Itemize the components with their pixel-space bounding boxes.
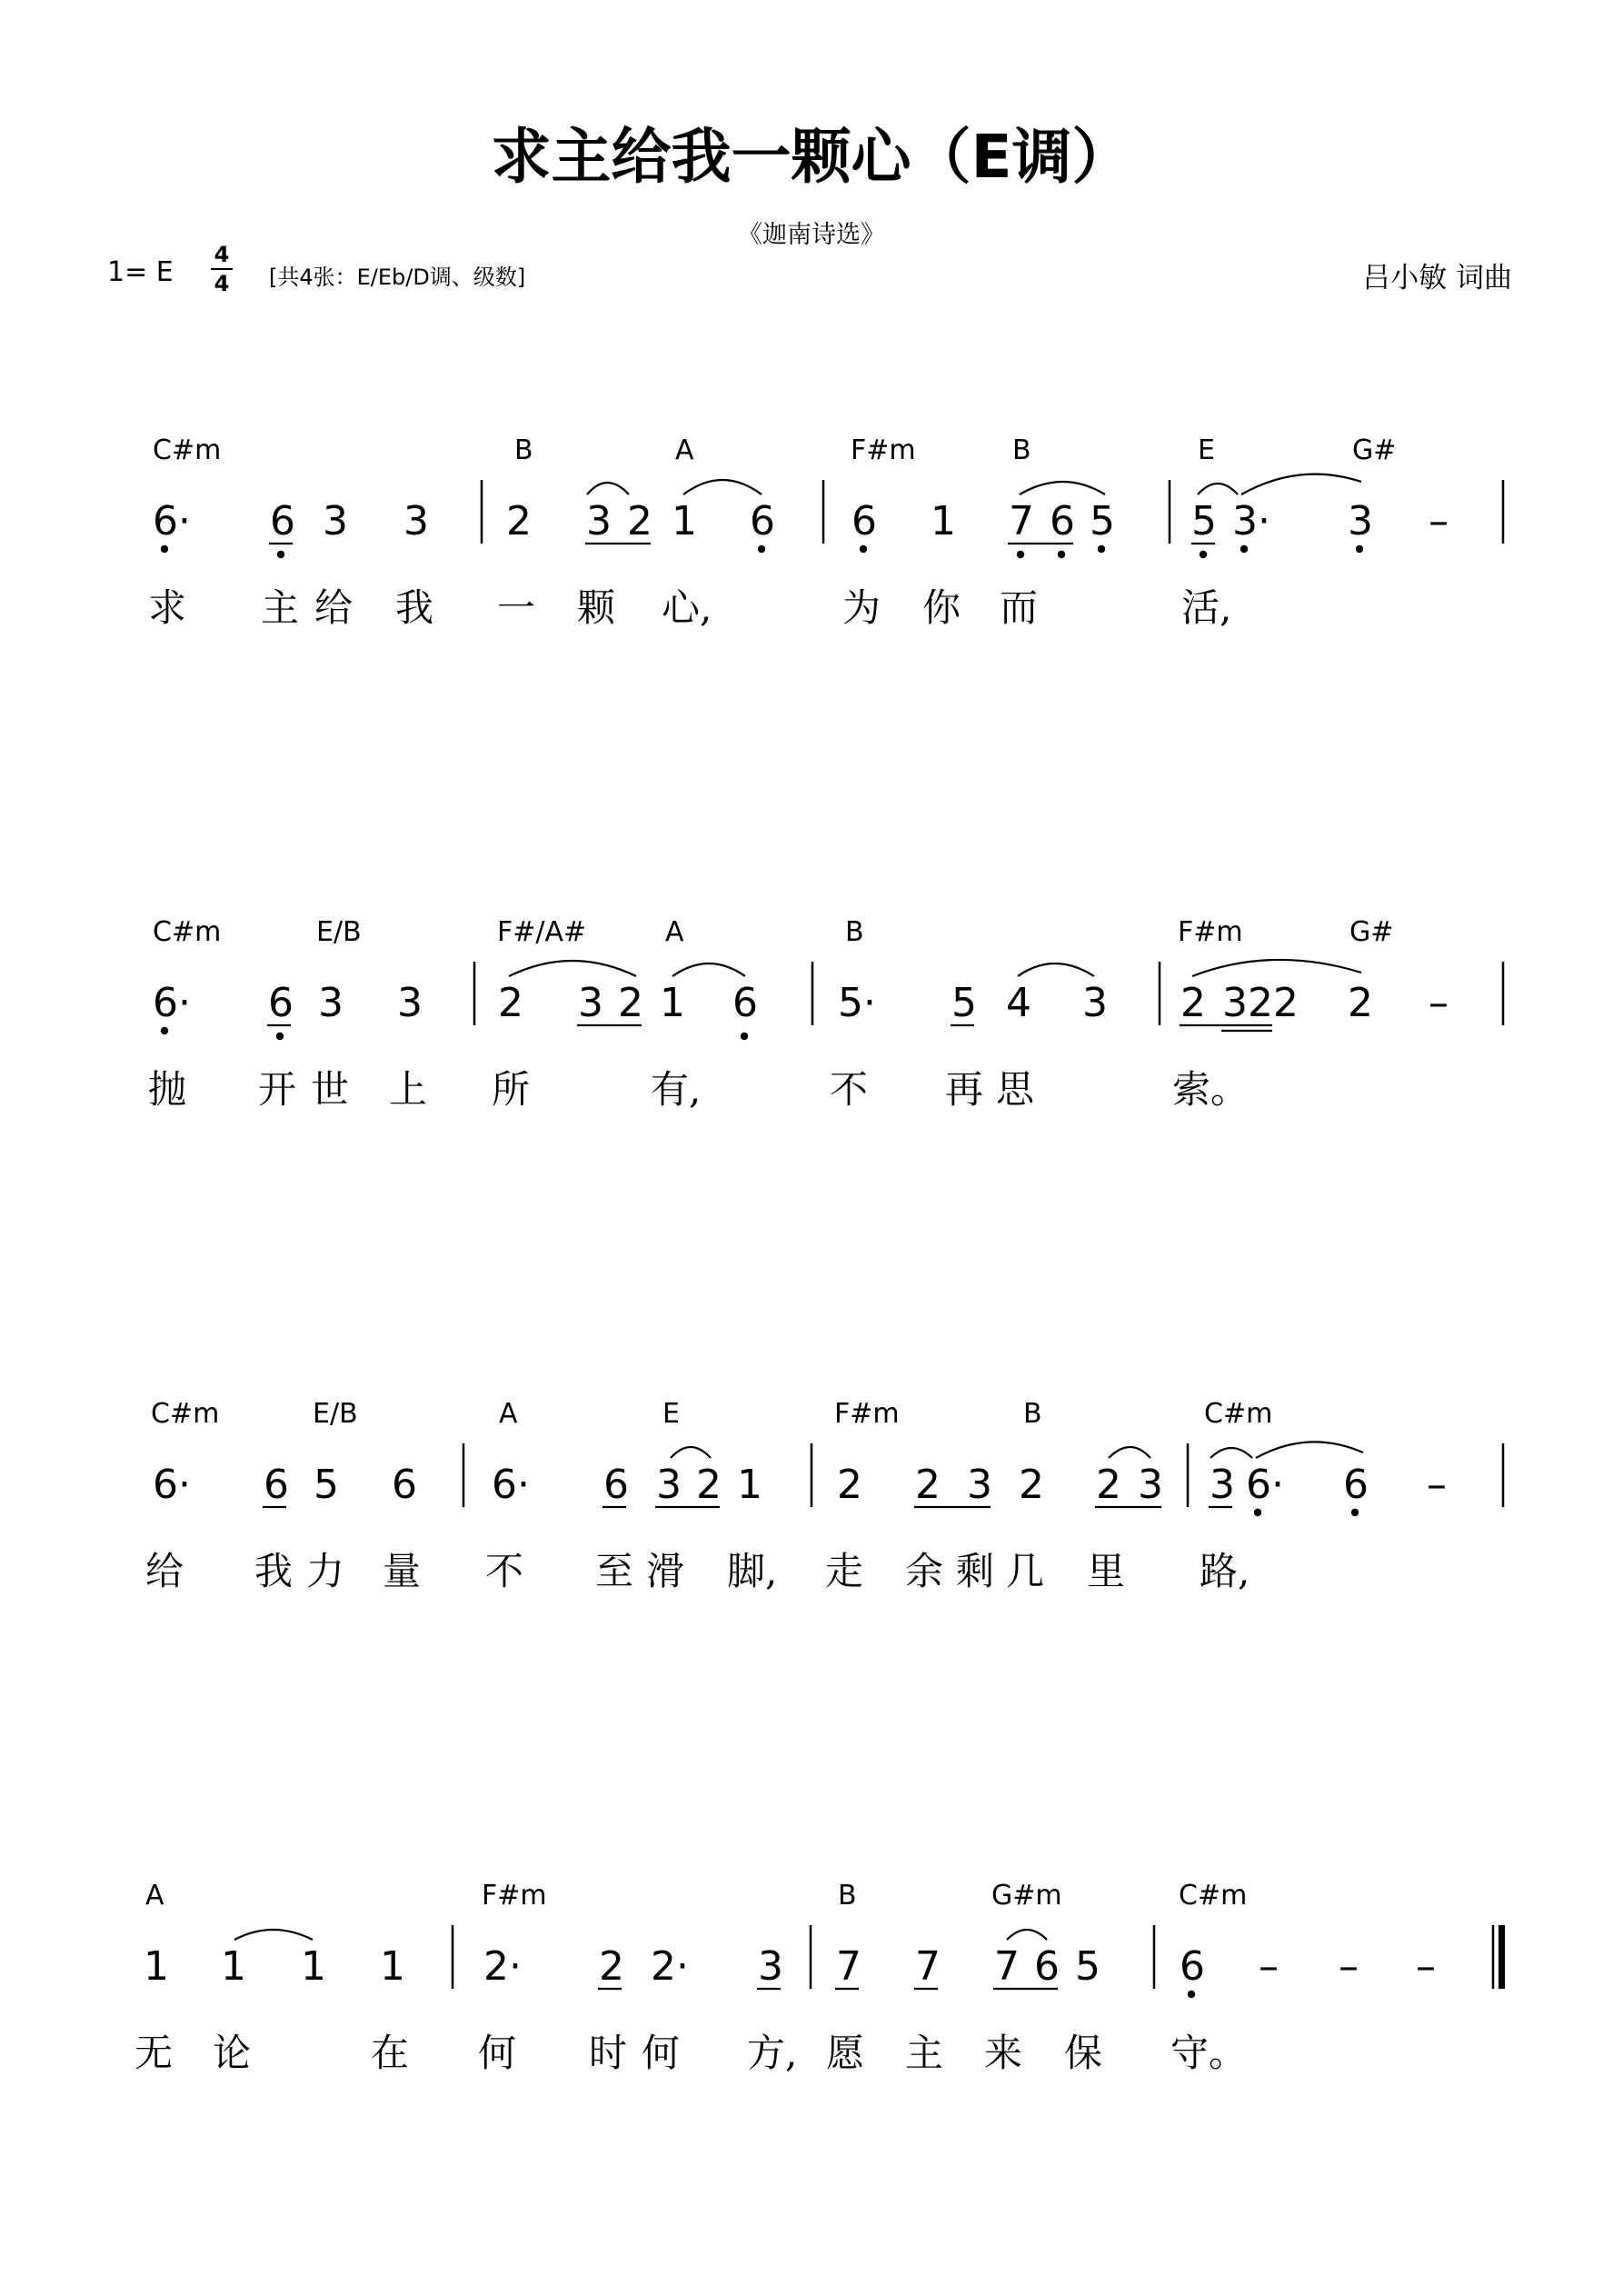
note: 6·	[492, 1462, 530, 1508]
note: 3	[397, 980, 423, 1026]
note: 2	[1180, 980, 1206, 1026]
octave-dot	[1254, 1509, 1261, 1516]
octave-dot	[1351, 1509, 1359, 1516]
note: 6·	[153, 980, 191, 1026]
octave-dot	[1098, 545, 1105, 553]
note: 6	[603, 1462, 629, 1508]
note: 2	[696, 1462, 722, 1508]
note: 2	[506, 498, 532, 544]
bar-lines	[453, 480, 1503, 1989]
note: –	[1259, 1943, 1279, 1990]
chord: A	[665, 916, 684, 948]
chord: C#m	[153, 916, 222, 948]
lyric: 滑	[646, 1549, 685, 1593]
lyric: 量	[383, 1549, 422, 1593]
note: 6	[270, 498, 295, 544]
note: –	[1427, 1462, 1447, 1508]
tie	[1020, 482, 1105, 494]
octave-dot	[741, 1033, 748, 1040]
note: 6	[851, 498, 877, 544]
chord: E	[1198, 434, 1215, 466]
lyric: 时	[589, 2031, 628, 2075]
chord: E	[662, 1398, 680, 1430]
lyric: 抛	[148, 1067, 187, 1112]
chord: B	[845, 916, 864, 948]
chord: B	[514, 434, 533, 466]
note: 2	[837, 1462, 862, 1508]
key-note: [共4张：E/Eb/D调、级数]	[269, 265, 526, 290]
tie	[509, 961, 636, 976]
octave-dot	[161, 1027, 168, 1034]
tie	[1256, 1442, 1363, 1458]
tie	[671, 1447, 711, 1458]
chord: C#m	[153, 434, 222, 466]
lyric: 给	[314, 585, 353, 630]
octave-dot	[1356, 545, 1363, 553]
note: –	[1429, 498, 1449, 544]
tie	[1198, 484, 1238, 494]
note: 7	[915, 1943, 941, 1990]
note: 5	[951, 980, 977, 1026]
lyric: 无	[134, 2031, 174, 2075]
chord: F#/A#	[497, 916, 587, 948]
lyric: 里	[1087, 1549, 1126, 1593]
tie	[1007, 1930, 1047, 1940]
octave-dot	[276, 1033, 284, 1040]
note: 6	[264, 1462, 289, 1508]
note: 2	[915, 1462, 941, 1508]
note: 2·	[483, 1943, 522, 1990]
note: 6	[750, 498, 775, 544]
lyric: 剩	[956, 1549, 995, 1593]
key-signature: 1= E	[107, 256, 174, 288]
note: 6	[392, 1462, 417, 1508]
note: 7	[994, 1943, 1020, 1990]
note: 1	[660, 980, 685, 1026]
note: 6	[732, 980, 758, 1026]
note: 5	[1090, 498, 1115, 544]
lyric: 为	[842, 585, 881, 630]
time-signature-bottom: 4	[214, 271, 230, 296]
tie	[1109, 1447, 1150, 1458]
octave-dot	[161, 545, 168, 553]
tie	[234, 1930, 313, 1940]
note: 2	[627, 498, 652, 544]
lyric: 余	[905, 1549, 944, 1593]
chord: F#m	[834, 1398, 900, 1430]
chord: C#m	[151, 1398, 220, 1430]
final-bar-line	[1499, 1925, 1505, 1989]
note: 2·	[651, 1943, 689, 1990]
note: –	[1429, 980, 1449, 1026]
lyric: 主	[261, 585, 300, 630]
note: 3	[1348, 498, 1373, 544]
octave-dot	[1240, 545, 1248, 553]
lyric: 而	[1000, 585, 1039, 630]
octave-dot	[1188, 1991, 1195, 1998]
ties	[234, 474, 1363, 1940]
note: 2	[618, 980, 643, 1026]
note: 1	[144, 1943, 169, 1990]
note: 3	[967, 1462, 992, 1508]
note: 6	[268, 980, 294, 1026]
note: 2	[599, 1943, 624, 1990]
lyric: 不	[485, 1549, 524, 1593]
note: 1	[221, 1943, 246, 1990]
note: 4	[1006, 980, 1031, 1026]
chord: B	[838, 1880, 857, 1912]
lyric: 走	[825, 1549, 864, 1593]
subtitle: 《迦南诗选》	[738, 221, 885, 249]
tie	[672, 963, 745, 976]
note: 2	[498, 980, 523, 1026]
lyric: 思	[996, 1067, 1035, 1112]
tie	[683, 480, 762, 494]
lyric: 活,	[1181, 585, 1232, 630]
note: 6·	[153, 498, 191, 544]
note: 1	[380, 1943, 405, 1990]
chord: A	[499, 1398, 518, 1430]
note: –	[1416, 1943, 1436, 1990]
lyric: 主	[905, 2031, 944, 2075]
lyric: 再	[945, 1067, 984, 1112]
chord: B	[1012, 434, 1031, 466]
note: 1	[672, 498, 697, 544]
note: 6	[1034, 1943, 1060, 1990]
lyric: 你	[922, 585, 961, 630]
lyric: 方,	[747, 2031, 798, 2075]
lyric: 给	[145, 1549, 184, 1593]
octave-dot	[1017, 551, 1024, 558]
note: 3·	[1232, 498, 1270, 544]
octave-dot	[277, 551, 284, 558]
note: 3	[323, 498, 348, 544]
chord: E/B	[316, 916, 362, 948]
tie	[1210, 1448, 1252, 1458]
chord: C#m	[1179, 1880, 1248, 1912]
note: 7	[1009, 498, 1034, 544]
note: 7	[836, 1943, 861, 1990]
chord: G#	[1352, 434, 1397, 466]
note: 1	[737, 1462, 762, 1508]
chord: F#m	[1178, 916, 1243, 948]
note: 5	[314, 1462, 339, 1508]
lyric: 至	[595, 1549, 634, 1593]
note: 3	[656, 1462, 682, 1508]
chord: A	[145, 1880, 164, 1912]
note: 2	[1348, 980, 1373, 1026]
lyric: 来	[984, 2031, 1023, 2075]
octave-dot	[860, 545, 867, 553]
lyric: 路,	[1200, 1549, 1250, 1593]
chord: F#m	[851, 434, 916, 466]
note: 3	[1210, 1462, 1235, 1508]
note: 5	[1075, 1943, 1100, 1990]
page-title: 求主给我一颗心（E调）	[491, 122, 1132, 192]
tie	[587, 483, 629, 494]
note: 6·	[1246, 1462, 1284, 1508]
lyric: 何	[478, 2031, 517, 2075]
octave-dots	[161, 545, 1363, 1998]
note: 3	[403, 498, 429, 544]
chord: F#m	[482, 1880, 547, 1912]
lyric: 脚,	[727, 1549, 778, 1593]
note: 322	[1222, 980, 1299, 1026]
note: 5	[1191, 498, 1217, 544]
lyric: 守。	[1170, 2031, 1248, 2075]
note: –	[1339, 1943, 1359, 1990]
note: 6·	[153, 1462, 191, 1508]
note: 3	[1082, 980, 1108, 1026]
tie	[1018, 963, 1094, 976]
note: 6	[1050, 498, 1075, 544]
octave-dot	[1200, 551, 1207, 558]
chord: E/B	[313, 1398, 358, 1430]
chord: B	[1023, 1398, 1042, 1430]
lyric: 一	[497, 585, 536, 630]
note: 3	[758, 1943, 783, 1990]
lyric: 索。	[1172, 1067, 1250, 1112]
lyric: 保	[1064, 2031, 1103, 2075]
note: 3	[318, 980, 344, 1026]
lyric: 论	[213, 2031, 252, 2075]
lyric: 所	[492, 1067, 531, 1112]
note: 2	[1096, 1462, 1121, 1508]
octave-dot	[1058, 551, 1065, 558]
lyric: 求	[148, 585, 187, 630]
note: 3	[586, 498, 612, 544]
note: 5·	[838, 980, 876, 1026]
note: 3	[1138, 1462, 1163, 1508]
lyric: 有,	[651, 1067, 702, 1112]
note: 1	[301, 1943, 326, 1990]
lyric: 几	[1006, 1549, 1045, 1593]
note: 1	[931, 498, 956, 544]
tie	[1241, 474, 1361, 494]
note: 3	[578, 980, 603, 1026]
underlines	[263, 544, 1272, 1989]
note: 6	[1180, 1943, 1205, 1990]
lyric: 不	[830, 1067, 869, 1112]
note: 2	[1019, 1462, 1044, 1508]
time-signature-top: 4	[214, 242, 230, 267]
chord: G#	[1349, 916, 1394, 948]
lyric: 上	[389, 1067, 428, 1112]
chord: C#m	[1204, 1398, 1273, 1430]
lyric: 我	[254, 1549, 294, 1593]
chord: G#m	[991, 1880, 1062, 1912]
lyric: 颗	[577, 585, 616, 630]
lyric: 开	[258, 1067, 297, 1112]
lyric: 愿	[826, 2031, 865, 2075]
lyric: 心,	[662, 585, 712, 630]
lyric: 我	[395, 585, 434, 630]
chord: A	[675, 434, 694, 466]
lyric: 世	[311, 1067, 350, 1112]
composer: 吕小敏 词曲	[1362, 262, 1512, 294]
lyric: 何	[642, 2031, 681, 2075]
lyric: 在	[371, 2031, 410, 2075]
tie	[1192, 960, 1361, 976]
lyric: 力	[306, 1549, 345, 1593]
octave-dot	[758, 545, 765, 553]
note: 6	[1343, 1462, 1369, 1508]
